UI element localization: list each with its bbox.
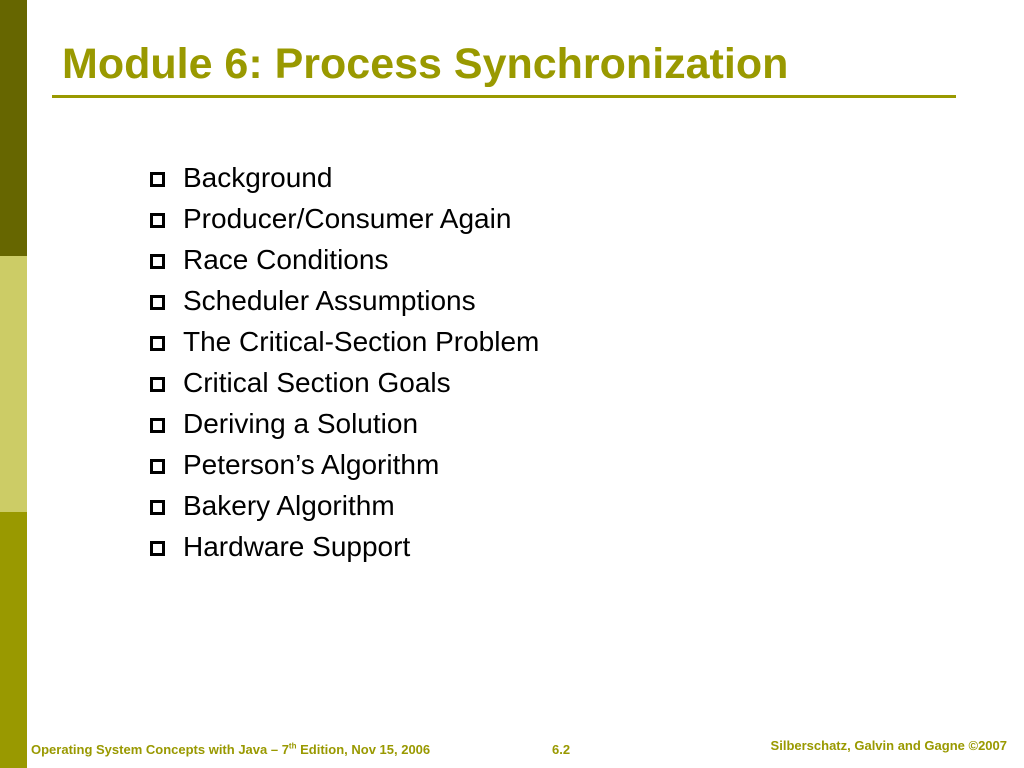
bullet-item [146, 444, 539, 485]
footer-book-title-suffix: Edition, Nov 15, 2006 [296, 742, 431, 757]
square-bullet-icon [150, 213, 165, 228]
bullet-text: Background [183, 162, 333, 193]
bullet-text: Deriving a Solution [183, 408, 419, 439]
bullet-item [146, 198, 539, 239]
bullet-text: Peterson’s Algorithm [183, 449, 440, 480]
bullet-text: Bakery Algorithm [183, 490, 395, 521]
bullet-text: Race Conditions [183, 244, 389, 275]
title-underline [52, 95, 956, 98]
footer-copyright: Silberschatz, Galvin and Gagne ©2007 [770, 738, 1007, 753]
square-bullet-icon [150, 295, 165, 310]
square-bullet-icon [150, 459, 165, 474]
bullet-text: The Critical-Section Problem [183, 326, 540, 357]
bullet-item [146, 239, 539, 280]
slide-title: Module 6: Process Synchronization [62, 40, 789, 88]
footer-book-title [31, 742, 430, 757]
bullet-text: Critical Section Goals [183, 367, 451, 398]
footer-page-number: 6.2 [552, 742, 571, 757]
side-bar-light [0, 256, 27, 512]
side-bar-olive [0, 512, 27, 768]
bullet-item [146, 280, 539, 321]
bullet-text: Hardware Support [183, 531, 411, 562]
side-bar-dark [0, 0, 27, 256]
square-bullet-icon [150, 500, 165, 515]
bullet-text: Scheduler Assumptions [183, 285, 476, 316]
square-bullet-icon [150, 418, 165, 433]
bullet-item [146, 362, 539, 403]
bullet-item [146, 157, 539, 198]
square-bullet-icon [150, 541, 165, 556]
footer-edition-superscript: th [288, 741, 297, 751]
bullet-item [146, 321, 539, 362]
bullet-list [146, 157, 539, 567]
bullet-text: Producer/Consumer Again [183, 203, 512, 234]
square-bullet-icon [150, 377, 165, 392]
footer-book-title-prefix: Operating System Concepts with Java – 7 [31, 742, 289, 757]
square-bullet-icon [150, 336, 165, 351]
bullet-item [146, 485, 539, 526]
bullet-item [146, 526, 539, 567]
square-bullet-icon [150, 254, 165, 269]
square-bullet-icon [150, 172, 165, 187]
bullet-item [146, 403, 539, 444]
